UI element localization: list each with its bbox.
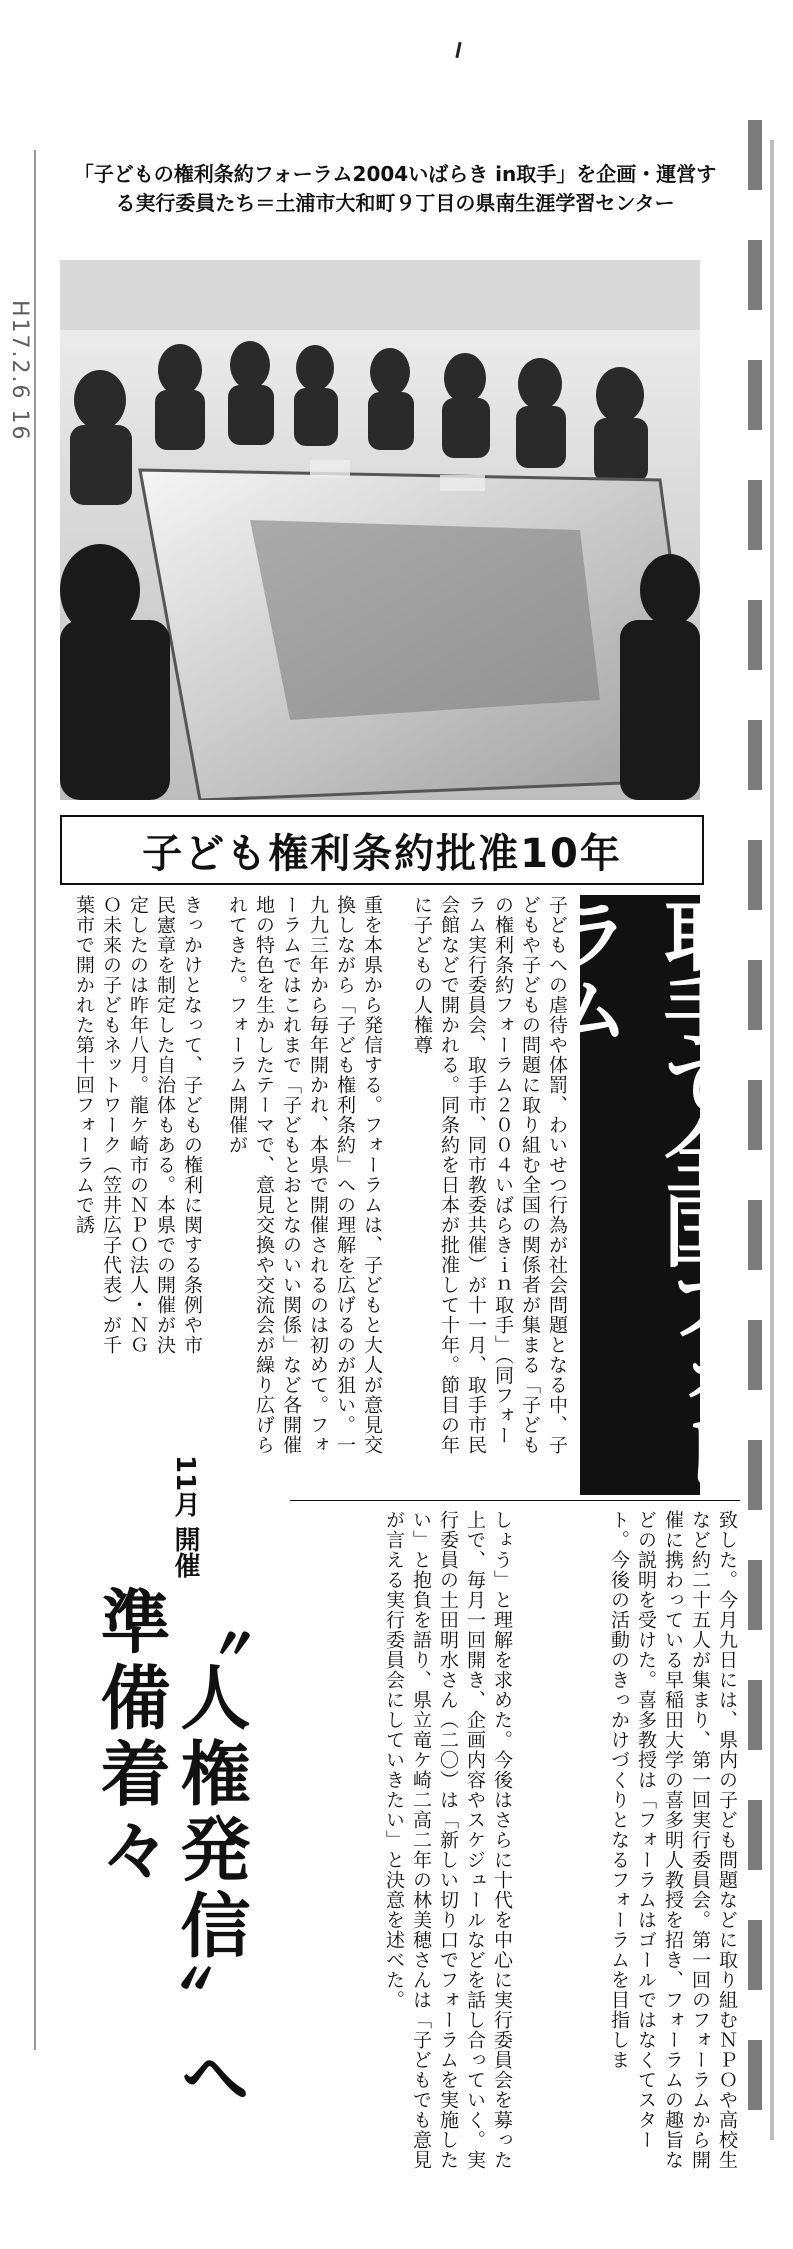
article-column-3: きっかけとなって、子どもの権利に関する条例や市民憲章を制定した自治体もある。本県での開催が決定したのは昨年八月。龍ケ崎市のＮＰＯ法人・ＮＧＯ未来の子どもネットワーク（笠井広子代表）が千葉市で開かれた第十回フォーラムで誘: [73, 895, 203, 1355]
headline-bar: [60, 815, 704, 885]
article-column-2: 重を本県から発信する。フォーラムは、子どもと大人が意見交換しながら「子ども権利条約」への理解を広げるのが狙い。一九九三年から毎年開かれ、本県で開催されるのは初めて。フォーラムではこれまで「子どもとおとなのいい関係」など各開催地の特色を生かしたテーマで、意見交換や交流会が繰り広げられてきた。フォーラム開催が: [226, 895, 383, 1455]
meeting-photo-illustration: [60, 260, 700, 800]
article-column-1: 子どもへの虐待や体罰、わいせつ行為が社会問題となる中、子どもや子どもの問題に取り組む全国の関係者が集まる「子どもの権利条約フォーラム２００４いばらきｉｎ取手」（同フォーラム実行委員会、取手市、同市教委共催）が十一月、取手市民会館などで開かれる。同条約を日本が批准して十年。節目の年に子どもの人権尊: [411, 895, 568, 1455]
event-label: 開催: [170, 1526, 200, 1579]
article-body: [60, 895, 740, 2185]
headline-text: 子ども権利条約批准10年: [142, 830, 622, 877]
event-date-tag: [140, 1455, 200, 1585]
clipping-right-shadow: [770, 140, 774, 2140]
banner-headline: 取手で全国フォーラム: [580, 895, 700, 1495]
newspaper-clipping: [40, 150, 740, 2210]
meeting-photo: [60, 260, 700, 800]
handwritten-date-stamp: H17.2.6 16: [7, 300, 32, 442]
sub-headline: 〝人権発信〟へ準備着々: [89, 1585, 252, 2117]
section-divider: [290, 1500, 740, 1501]
scan-mark: [455, 42, 461, 58]
photo-caption: 「子どもの権利条約フォーラム2004いばらき in取手」を企画・運営する実行委員たち＝土浦市大和町９丁目の県南生涯学習センター: [73, 162, 717, 215]
event-month: 11月: [170, 1455, 200, 1518]
article-column-5: しょう」と理解を求めた。今後はさらに十代を中心に実行委員会を募った上で、毎月一回開き、企画内容やスケジュールなどを話し合っていく。実行委員の土田明水さん（二〇）は「新しい切り口でフォーラムを実施したい」と抱負を語り、県立竜ケ崎二高二年の林美穂さんは「子どもでも意見が言える実行委員会にしていきたい」と決意を述べた。: [383, 1510, 513, 2170]
article-column-4: 致した。今月九日には、県内の子ども問題などに取り組むＮＰＯや高校生など約二十五人が集まり、第一回実行委員会。第一回のフォーラムから開催に携わっている早稲田大学の喜多明人教授を招き、フォーラムの趣旨などの説明を受けた。喜多教授は「フォーラムはゴールではなくてスタート。今後の活動のきっかけづくりとなるフォーラムを目指しま: [608, 1510, 738, 2170]
clipping-left-edge: [34, 150, 36, 2050]
